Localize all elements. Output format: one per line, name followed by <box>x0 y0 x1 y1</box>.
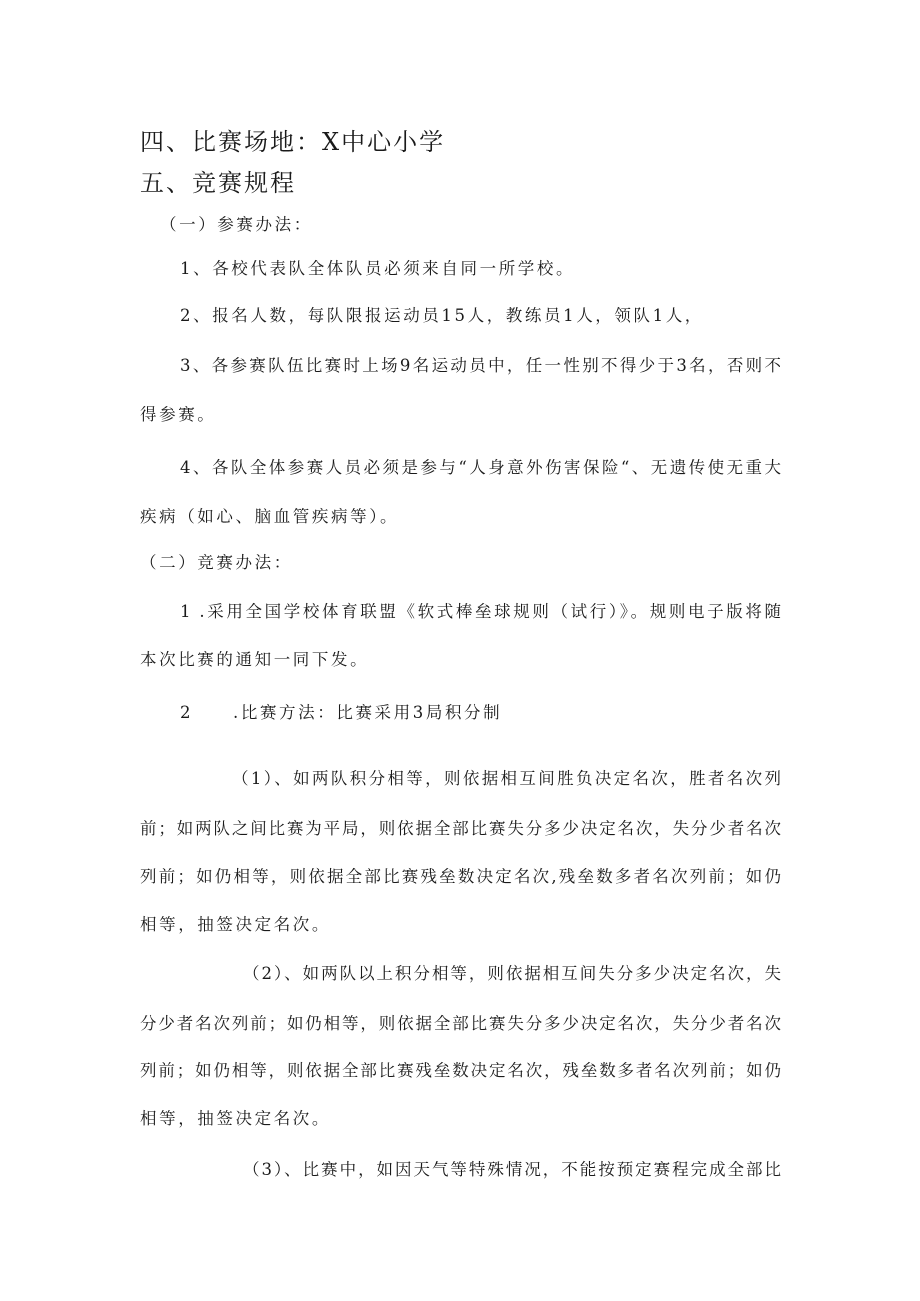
paragraph-line: .比赛方法：比赛采用3局积分制 <box>233 703 503 722</box>
section-heading-rules: 五、竞赛规程 <box>140 169 296 197</box>
paragraph-line: 3、各参赛队伍比赛时上场9名运动员中，任一性别不得少于3名，否则不 <box>180 356 782 375</box>
paragraph-line: 列前；如仍相等，则依据全部比赛残垒数决定名次,残垒数多者名次列前；如仍 <box>140 867 782 886</box>
paragraph-line: 本次比赛的通知一同下发。 <box>140 650 370 669</box>
list-number: 2 <box>180 703 194 722</box>
paragraph-line: 列前；如仍相等，则依据全部比赛残垒数决定名次，残垒数多者名次列前；如仍 <box>140 1061 782 1080</box>
paragraph-line: 2、报名人数，每队限报运动员15人，教练员1人，领队1人， <box>180 306 704 325</box>
paragraph-line: 分少者名次列前；如仍相等，则依据全部比赛失分多少决定名次，失分少者名次 <box>140 1014 782 1033</box>
subsection-heading-competition: （二）竞赛办法： <box>140 553 293 572</box>
paragraph-line: （1）、如两队积分相等，则依据相互间胜负决定名次，胜者名次列 <box>232 769 782 788</box>
paragraph-line: 1 .采用全国学校体育联盟《软式棒垒球规则（试行）》。规则电子版将随 <box>180 602 782 621</box>
paragraph-line: 1、各校代表队全体队员必须来自同一所学校。 <box>180 259 576 278</box>
paragraph-line: 疾病（如心、脑血管疾病等）。 <box>140 507 400 526</box>
paragraph-line: （3）、比赛中，如因天气等特殊情况，不能按预定赛程完成全部比 <box>243 1160 782 1179</box>
paragraph-line: 得参赛。 <box>140 405 217 424</box>
paragraph-line: 4、各队全体参赛人员必须是参与“人身意外伤害保险“、无遗传使无重大 <box>180 458 782 477</box>
paragraph-line: （2）、如两队以上积分相等，则依据相互间失分多少决定名次，失 <box>243 964 782 983</box>
paragraph-line: 相等，抽签决定名次。 <box>140 1109 331 1128</box>
paragraph-line: 相等，抽签决定名次。 <box>140 915 331 934</box>
subsection-heading-participation: （一）参赛办法： <box>160 215 313 234</box>
section-heading-venue: 四、比赛场地：X中心小学 <box>140 128 446 156</box>
paragraph-line: 前；如两队之间比赛为平局，则依据全部比赛失分多少决定名次，失分少者名次 <box>140 819 782 838</box>
